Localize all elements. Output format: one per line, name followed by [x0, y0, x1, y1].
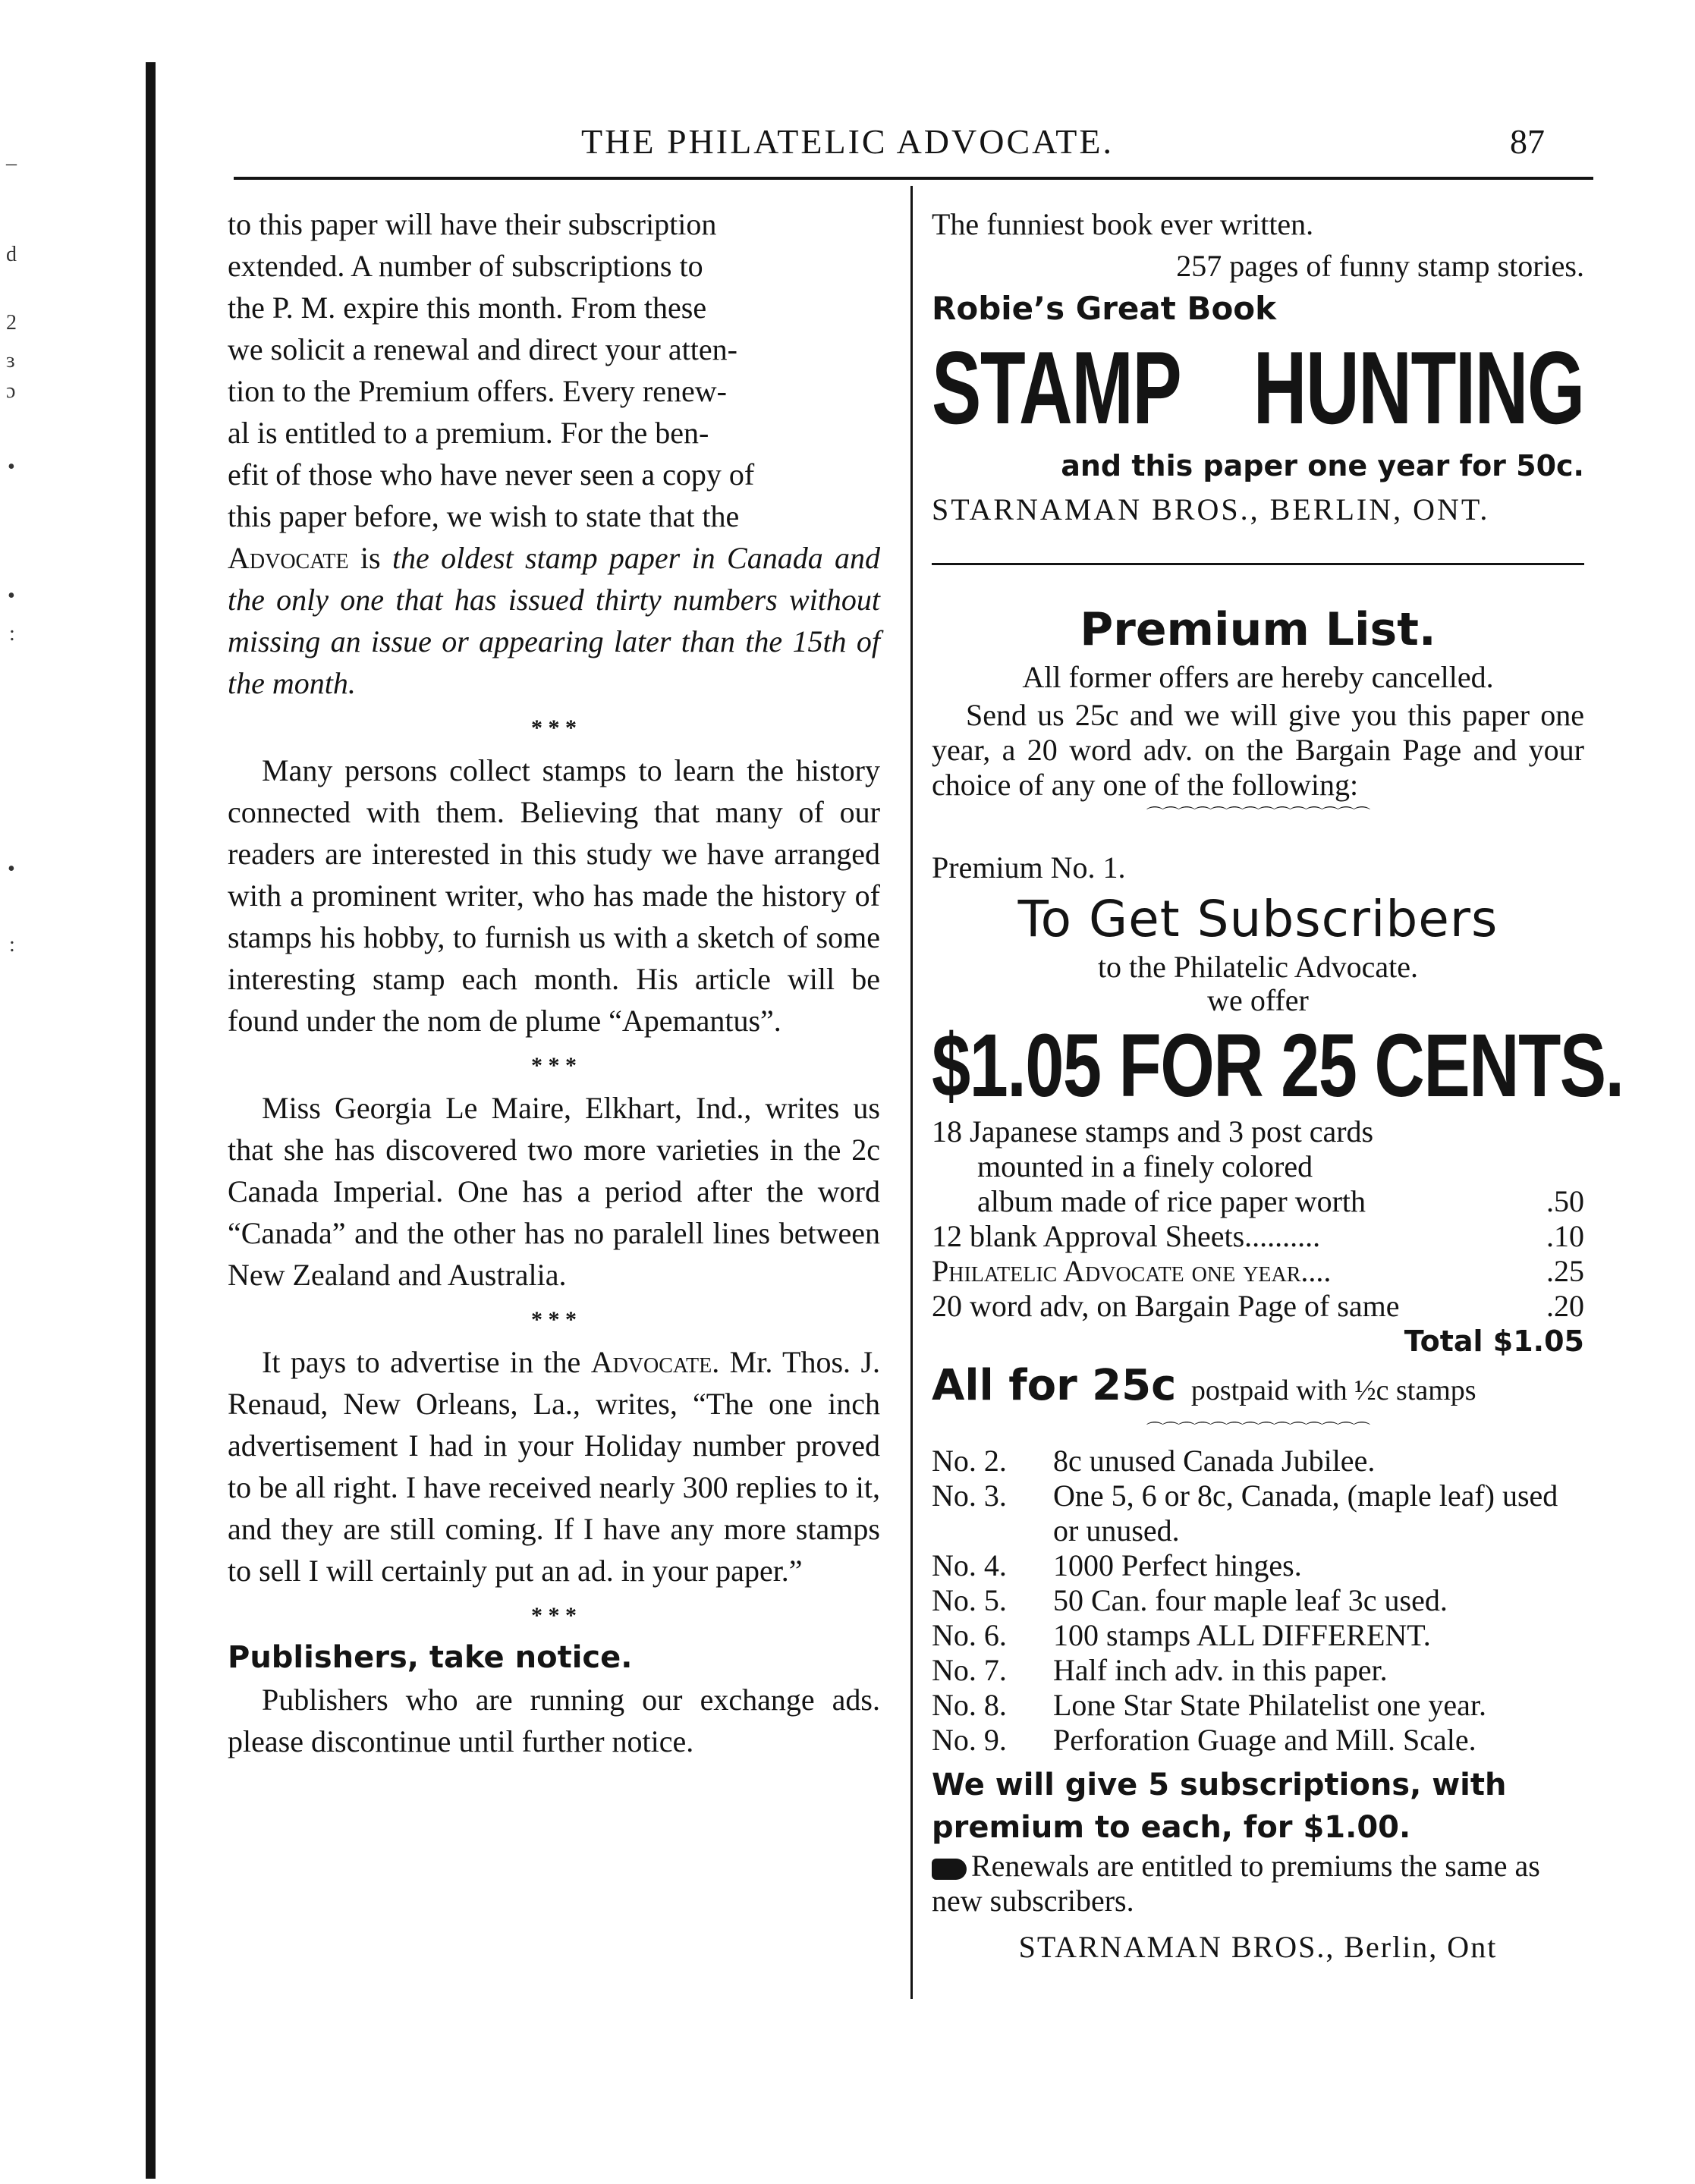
advertise-start: It pays to advertise in the: [262, 1345, 581, 1379]
option-desc: 100 stamps ALL DIFFERENT.: [1053, 1618, 1431, 1652]
section-rule: [932, 563, 1584, 565]
price-headline: $1.05 FOR 25 CENTS.: [932, 1016, 1624, 1116]
five-subscriptions-offer: We will give 5 subscriptions, with premium to each, for $1.00.: [932, 1768, 1507, 1845]
option-desc: Half inch adv. in this paper.: [1053, 1653, 1388, 1687]
advertise-paragraph: [228, 1341, 880, 1592]
paragraph-line: efit of those who have never seen a copy of: [228, 457, 755, 492]
item-text: 18 Japanese stamps and 3 post cards: [932, 1114, 1374, 1149]
apemantus-paragraph: Many persons collect stamps to learn the history connected with them. Believing that many of our readers are interested in this study we have arranged with a prominent writer, who has made the history of stamps his hobby, to furnish us with a sketch of some interesting stamp each month. His article will be found under the nom de plume “Apemantus”.: [228, 753, 880, 1038]
right-column: [932, 203, 1624, 1968]
item-value: .10: [1546, 1219, 1584, 1253]
section-stars: * * *: [531, 715, 577, 740]
premium-item: [932, 1149, 1584, 1184]
is-word: is: [360, 541, 381, 575]
item-text: album made of rice paper worth: [977, 1184, 1366, 1218]
headline-hunting: HUNTING: [1253, 330, 1584, 445]
ornament: ⌒⌒⌒⌒⌒⌒⌒⌒⌒⌒⌒⌒⌒⌒: [1146, 1421, 1370, 1440]
to-the-advocate: to the Philatelic Advocate.: [1097, 950, 1419, 984]
option-number: No. 6.: [932, 1618, 1007, 1652]
item-text: 12 blank Approval Sheets..........: [932, 1219, 1321, 1253]
headline-stamp: STAMP: [932, 330, 1181, 445]
option-desc: 8c unused Canada Jubilee.: [1053, 1444, 1376, 1478]
page-number: 87: [1510, 122, 1545, 161]
premium-item: [932, 1184, 1584, 1219]
paragraph-line: extended. A number of subscriptions to: [228, 249, 703, 283]
paragraph-line: this paper before, we wish to state that the: [228, 499, 740, 533]
premium-item: [932, 1289, 1584, 1324]
paragraph-line: tion to the Premium offers. Every renew-: [228, 374, 727, 408]
ornament: ⌒⌒⌒⌒⌒⌒⌒⌒⌒⌒⌒⌒⌒⌒: [1146, 806, 1370, 825]
margin-mark: •: [8, 857, 15, 881]
premium-item: [932, 1254, 1584, 1289]
header-rule: [234, 177, 1593, 180]
margin-mark: :: [9, 933, 15, 957]
binding-rule: [146, 62, 156, 2179]
advocate-name: Advocate: [228, 541, 349, 575]
margin-mark: ɜ: [6, 349, 15, 372]
option-number: No. 2.: [932, 1444, 1007, 1478]
premium-firm: STARNAMAN BROS., Berlin, Ont: [1018, 1930, 1498, 1964]
margin-mark: •: [8, 455, 15, 479]
page-header-title: THE PHILATELIC ADVOCATE.: [581, 122, 1114, 161]
item-text: 20 word adv, on Bargain Page of same: [932, 1289, 1400, 1323]
postpaid-note: postpaid with ½c stamps: [1190, 1375, 1476, 1406]
premium-item: [932, 1114, 1584, 1149]
premium-items: [932, 1114, 1584, 1359]
option-desc: 50 Can. four maple leaf 3c used.: [1053, 1583, 1448, 1617]
premium-options-list: [932, 1444, 1584, 1758]
premium-no-1-label: Premium No. 1.: [932, 850, 1126, 885]
item-text: Philatelic Advocate one year....: [932, 1254, 1332, 1288]
option-number: No. 4.: [932, 1548, 1007, 1582]
item-text: mounted in a finely colored: [977, 1149, 1313, 1183]
left-column: [228, 203, 880, 1762]
italic-claim: the oldest stamp paper in Canada and the only one that has issued thirty numbers without missing an issue or appearing later than the 15th of the month.: [228, 541, 881, 700]
we-offer: we offer: [1207, 983, 1309, 1017]
margin-mark: ɔ: [6, 379, 16, 403]
margin-mark: :: [9, 622, 15, 646]
ad-headline: [932, 331, 1584, 445]
oldest-paper-claim: [228, 537, 880, 704]
option-number: No. 3.: [932, 1479, 1007, 1513]
renewals-text: Renewals are entitled to premiums the same as new subscribers.: [932, 1849, 1540, 1918]
pointing-hand-icon: [932, 1859, 967, 1880]
margin-mark: •: [8, 584, 15, 608]
publishers-notice: Publishers who are running our exchange ads. please discontinue until further notice.: [228, 1683, 880, 1758]
ad-firm: STARNAMAN BROS., BERLIN, ONT.: [932, 492, 1490, 526]
renaud-quote: Mr. Thos. J. Renaud, New Orleans, La., writes, “The one inch advertisement I had in your Holiday number proved to be all right. I have received nearly 300 replies to it, and they are still coming. If I have any more stamps to sell I will certainly put an ad. in your paper.”: [228, 1345, 881, 1588]
margin-mark: 2: [6, 311, 17, 335]
option-number: No. 7.: [932, 1653, 1007, 1687]
premium-total: Total $1.05: [1404, 1325, 1584, 1358]
ad-book-name: Robie’s Great Book: [932, 290, 1277, 327]
all-for-line: [932, 1359, 1584, 1418]
advocate-name: Advocate.: [590, 1345, 720, 1379]
item-value: .25: [1546, 1254, 1584, 1288]
margin-mark: d: [6, 243, 17, 266]
paragraph-line: to this paper will have their subscription: [228, 207, 717, 241]
publishers-heading: Publishers, take notice.: [228, 1640, 633, 1675]
option-desc: One 5, 6 or 8c, Canada, (maple leaf) used or unused.: [1053, 1479, 1558, 1548]
premium-intro: Send us 25c and we will give you this paper one year, a 20 word adv. on the Bargain Page and your choice of any one of the following:: [932, 698, 1584, 802]
section-stars: * * *: [531, 1307, 577, 1332]
option-number: No. 5.: [932, 1583, 1007, 1617]
ad-line-2: 257 pages of funny stamp stories.: [1176, 249, 1584, 283]
premium-list-title: Premium List.: [1080, 603, 1436, 656]
column-divider: [910, 186, 913, 1999]
section-stars: * * *: [531, 1053, 577, 1078]
option-desc: Perforation Guage and Mill. Scale.: [1053, 1723, 1476, 1757]
option-number: No. 9.: [932, 1723, 1007, 1757]
premium-item: [932, 1219, 1584, 1254]
renewals-note: [932, 1849, 1584, 1918]
section-stars: * * *: [531, 1603, 577, 1628]
item-value: .50: [1546, 1184, 1584, 1218]
paragraph-line: al is entitled to a premium. For the ben-: [228, 416, 709, 450]
ad-offer: and this paper one year for 50c.: [1061, 449, 1584, 482]
option-desc: Lone Star State Philatelist one year.: [1053, 1688, 1486, 1722]
option-desc: 1000 Perfect hinges.: [1053, 1548, 1302, 1582]
paragraph-line: the P. M. expire this month. From these: [228, 291, 707, 325]
margin-mark: –: [6, 152, 17, 175]
all-for-price: All for 25c: [932, 1361, 1177, 1410]
ad-line-1: The funniest book ever written.: [932, 207, 1314, 241]
option-number: No. 8.: [932, 1688, 1007, 1722]
item-value: .20: [1546, 1289, 1584, 1323]
le-maire-paragraph: Miss Georgia Le Maire, Elkhart, Ind., writes us that she has discovered two more varieties in the 2c Canada Imperial. One has a period after the word “Canada” and the other has no paralell lines between New Zealand and Australia.: [228, 1091, 880, 1292]
premium-cancelled: All former offers are hereby cancelled.: [1022, 660, 1494, 694]
paragraph-line: we solicit a renewal and direct your atten-: [228, 332, 737, 366]
to-get-subscribers: To Get Subscribers: [1017, 890, 1498, 948]
